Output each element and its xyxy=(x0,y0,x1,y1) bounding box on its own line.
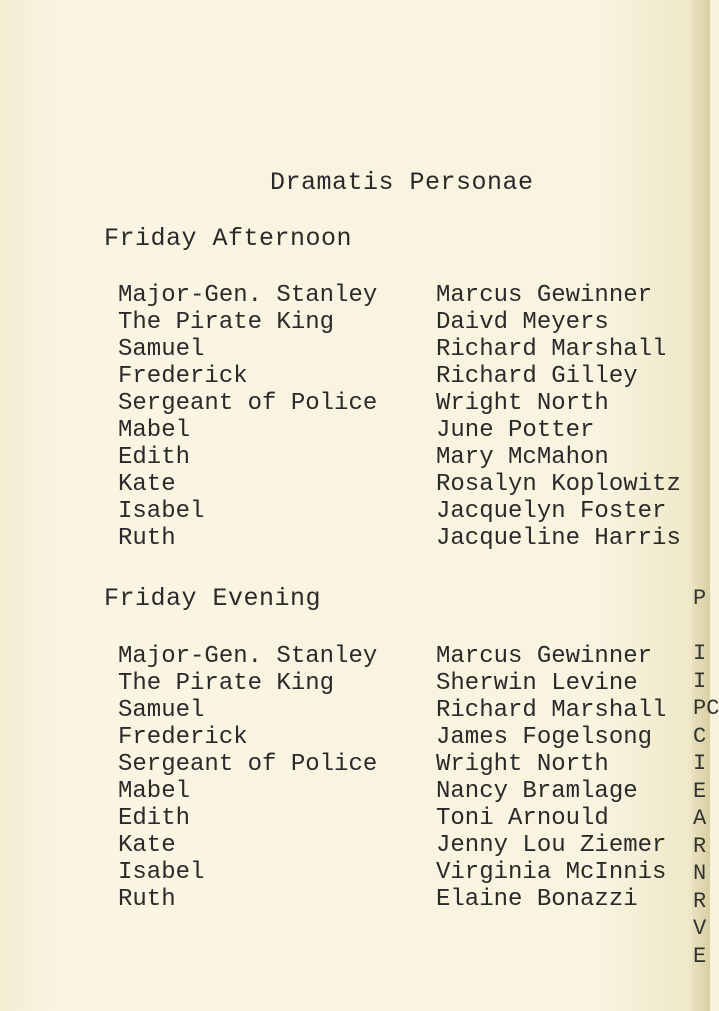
role-name: The Pirate King xyxy=(118,670,335,697)
cast-row xyxy=(118,444,718,471)
actor-name: Jacquelyn Foster xyxy=(436,498,667,525)
actor-name: Nancy Bramlage xyxy=(436,778,638,805)
actor-name: Richard Marshall xyxy=(436,697,667,724)
next-page-text-fragment: P I I PC C I E A R N R V E xyxy=(693,586,719,969)
cast-row xyxy=(118,417,718,444)
role-name: Samuel xyxy=(118,697,205,724)
section-heading-friday-afternoon: Friday Afternoon xyxy=(104,224,353,253)
cast-row xyxy=(118,525,718,552)
role-name: Samuel xyxy=(118,336,205,363)
cast-row xyxy=(118,670,718,697)
role-name: Ruth xyxy=(118,525,176,552)
role-name: Mabel xyxy=(118,778,191,805)
actor-name: Sherwin Levine xyxy=(436,670,638,697)
role-name: Isabel xyxy=(118,498,205,525)
actor-name: Toni Arnould xyxy=(436,805,609,832)
role-name: The Pirate King xyxy=(118,309,335,336)
cast-row xyxy=(118,498,718,525)
cast-row xyxy=(118,336,718,363)
actor-name: Wright North xyxy=(436,390,609,417)
role-name: Frederick xyxy=(118,363,248,390)
actor-name: Mary McMahon xyxy=(436,444,609,471)
cast-row xyxy=(118,697,718,724)
cast-row xyxy=(118,643,718,670)
actor-name: Richard Marshall xyxy=(436,336,667,363)
cast-row xyxy=(118,886,718,913)
actor-name: Marcus Gewinner xyxy=(436,643,653,670)
role-name: Ruth xyxy=(118,886,176,913)
role-name: Mabel xyxy=(118,417,191,444)
role-name: Major-Gen. Stanley xyxy=(118,282,378,309)
actor-name: James Fogelsong xyxy=(436,724,653,751)
actor-name: June Potter xyxy=(436,417,595,444)
cast-row xyxy=(118,390,718,417)
actor-name: Virginia McInnis xyxy=(436,859,667,886)
cast-row xyxy=(118,751,718,778)
actor-name: Daivd Meyers xyxy=(436,309,609,336)
cast-row xyxy=(118,363,718,390)
cast-list-friday-evening xyxy=(118,643,718,913)
cast-row xyxy=(118,805,718,832)
actor-name: Jacqueline Harris xyxy=(436,525,681,552)
cast-row xyxy=(118,859,718,886)
role-name: Edith xyxy=(118,444,191,471)
page-title: Dramatis Personae xyxy=(270,168,534,197)
role-name: Sergeant of Police xyxy=(118,390,378,417)
actor-name: Wright North xyxy=(436,751,609,778)
cast-row xyxy=(118,309,718,336)
role-name: Sergeant of Police xyxy=(118,751,378,778)
role-name: Frederick xyxy=(118,724,248,751)
actor-name: Rosalyn Koplowitz xyxy=(436,471,681,498)
cast-list-friday-afternoon xyxy=(118,282,718,552)
cast-row xyxy=(118,832,718,859)
cast-row xyxy=(118,471,718,498)
role-name: Kate xyxy=(118,832,176,859)
section-heading-friday-evening: Friday Evening xyxy=(104,584,322,613)
cast-row xyxy=(118,724,718,751)
actor-name: Jenny Lou Ziemer xyxy=(436,832,667,859)
actor-name: Elaine Bonazzi xyxy=(436,886,638,913)
role-name: Major-Gen. Stanley xyxy=(118,643,378,670)
actor-name: Marcus Gewinner xyxy=(436,282,653,309)
cast-row xyxy=(118,778,718,805)
cast-row xyxy=(118,282,718,309)
role-name: Isabel xyxy=(118,859,205,886)
role-name: Edith xyxy=(118,805,191,832)
role-name: Kate xyxy=(118,471,176,498)
actor-name: Richard Gilley xyxy=(436,363,638,390)
